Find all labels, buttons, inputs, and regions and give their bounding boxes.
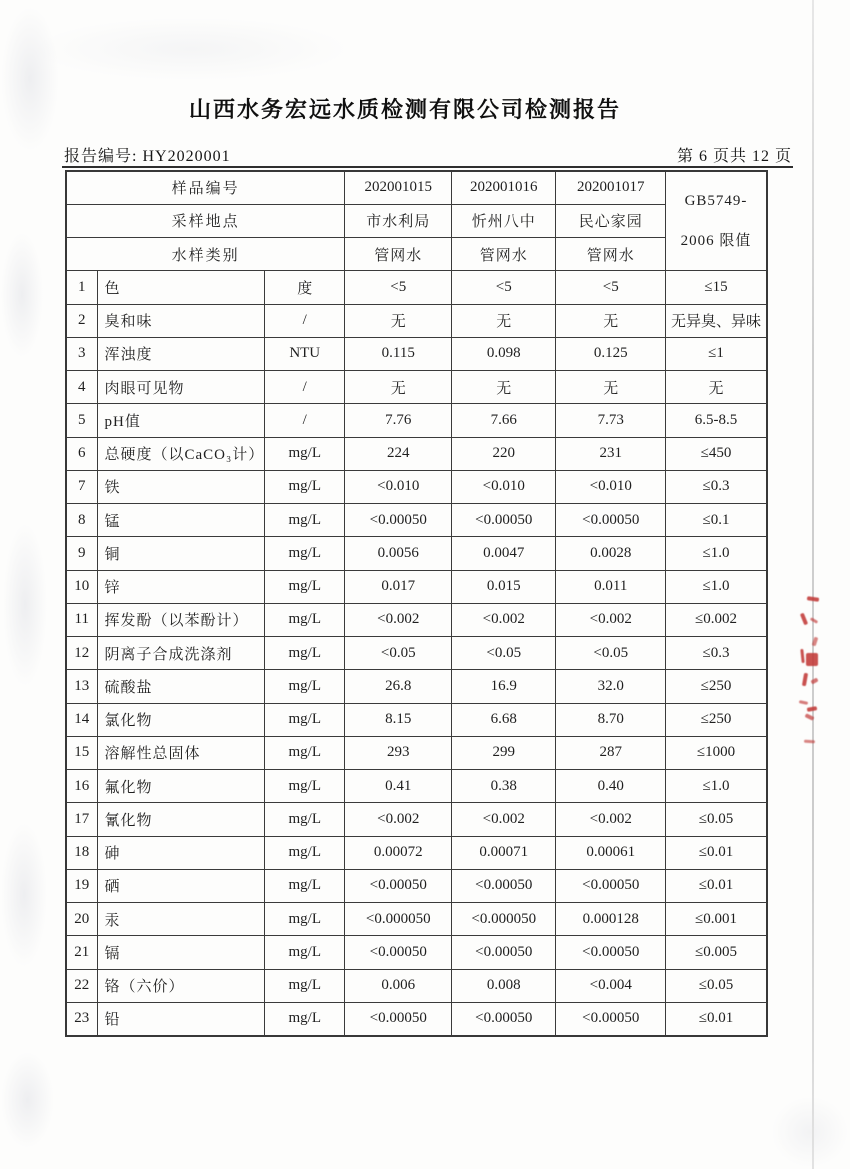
location-label: 采样地点 — [66, 204, 345, 237]
row-number: 12 — [66, 637, 97, 670]
limit-standard-line2: 2006 限值 — [680, 233, 752, 250]
sample1-value: <5 — [345, 271, 452, 304]
limit-value: ≤0.3 — [666, 470, 767, 503]
limit-value: ≤250 — [666, 703, 767, 736]
limit-value: ≤0.001 — [666, 903, 767, 936]
sample3-value: 0.0028 — [556, 537, 666, 570]
sample2-value: <0.00050 — [452, 869, 556, 902]
param-name: 铬（六价） — [97, 969, 265, 1002]
param-unit: mg/L — [265, 969, 345, 1002]
sample3-value: 0.40 — [556, 770, 666, 803]
sample1-value: 无 — [345, 371, 452, 404]
sample1-value: 8.15 — [345, 703, 452, 736]
param-unit: mg/L — [265, 936, 345, 969]
sample1-type: 管网水 — [345, 238, 452, 271]
table-row — [66, 969, 767, 1002]
param-name: 硫酸盐 — [97, 670, 265, 703]
table-row — [66, 371, 767, 404]
sample2-value: 299 — [452, 736, 556, 769]
report-number-value: HY2020001 — [142, 148, 231, 165]
report-number — [64, 143, 231, 166]
row-number: 5 — [66, 404, 97, 437]
sample2-value: 0.008 — [452, 969, 556, 1002]
table-row — [66, 637, 767, 670]
param-name: 铁 — [97, 470, 265, 503]
sample3-location: 民心家园 — [556, 204, 666, 237]
sample3-id: 202001017 — [556, 171, 666, 204]
param-name: 色 — [97, 271, 265, 304]
row-number: 7 — [66, 470, 97, 503]
limit-standard-line1: GB5749- — [684, 193, 748, 210]
sample2-value: 220 — [452, 437, 556, 470]
table-row — [66, 903, 767, 936]
limit-value: ≤15 — [666, 271, 767, 304]
sample2-value: 0.0047 — [452, 537, 556, 570]
row-number: 17 — [66, 803, 97, 836]
sample3-value: 32.0 — [556, 670, 666, 703]
sample1-value: 26.8 — [345, 670, 452, 703]
sample3-type: 管网水 — [556, 238, 666, 271]
param-unit: / — [265, 304, 345, 337]
scan-artifact — [0, 820, 48, 970]
sample1-value: <0.05 — [345, 637, 452, 670]
sample3-value: 0.000128 — [556, 903, 666, 936]
sample2-location: 忻州八中 — [452, 204, 556, 237]
table-row — [66, 1002, 767, 1035]
sample2-value: 0.38 — [452, 770, 556, 803]
header-row-water-type — [66, 238, 767, 271]
sample1-value: 0.006 — [345, 969, 452, 1002]
row-number: 23 — [66, 1002, 97, 1035]
limit-value: ≤0.002 — [666, 603, 767, 636]
limit-value: ≤1.0 — [666, 537, 767, 570]
sample3-value: <0.004 — [556, 969, 666, 1002]
sample3-value: <0.010 — [556, 470, 666, 503]
param-unit: mg/L — [265, 736, 345, 769]
scan-artifact — [0, 230, 44, 360]
table-row — [66, 869, 767, 902]
table-row — [66, 304, 767, 337]
param-name: 铜 — [97, 537, 265, 570]
param-unit: mg/L — [265, 537, 345, 570]
sample2-value: <5 — [452, 271, 556, 304]
page-title: 山西水务宏远水质检测有限公司检测报告 — [188, 97, 621, 122]
param-unit: mg/L — [265, 570, 345, 603]
param-unit: mg/L — [265, 470, 345, 503]
sample1-location: 市水利局 — [345, 204, 452, 237]
row-number: 15 — [66, 736, 97, 769]
sample1-value: <0.00050 — [345, 504, 452, 537]
sample3-value: 287 — [556, 736, 666, 769]
param-unit: mg/L — [265, 1002, 345, 1035]
param-name: pH值 — [97, 404, 265, 437]
row-number: 3 — [66, 337, 97, 370]
limit-value: 无 — [666, 371, 767, 404]
row-number: 19 — [66, 869, 97, 902]
param-unit: mg/L — [265, 903, 345, 936]
row-number: 22 — [66, 969, 97, 1002]
sample1-value: 无 — [345, 304, 452, 337]
table-row — [66, 836, 767, 869]
param-unit: 度 — [265, 271, 345, 304]
limit-value: ≤1.0 — [666, 570, 767, 603]
page-fold-line — [812, 0, 814, 1169]
sample3-value: 无 — [556, 304, 666, 337]
sample2-value: 无 — [452, 304, 556, 337]
sample1-value: <0.002 — [345, 803, 452, 836]
water-type-label: 水样类别 — [66, 238, 345, 271]
sample2-value: <0.05 — [452, 637, 556, 670]
sample3-value: <0.00050 — [556, 869, 666, 902]
limit-value: 6.5-8.5 — [666, 404, 767, 437]
sample2-type: 管网水 — [452, 238, 556, 271]
param-unit: mg/L — [265, 703, 345, 736]
sample1-value: <0.00050 — [345, 869, 452, 902]
limit-value: ≤450 — [666, 437, 767, 470]
sample1-value: 0.41 — [345, 770, 452, 803]
param-name: 硒 — [97, 869, 265, 902]
sample1-value: <0.000050 — [345, 903, 452, 936]
sample3-value: 8.70 — [556, 703, 666, 736]
table-row — [66, 936, 767, 969]
param-name: 总硬度（以CaCO₃计） — [97, 437, 265, 470]
table-row — [66, 670, 767, 703]
sample2-value: 6.68 — [452, 703, 556, 736]
param-name: 氯化物 — [97, 703, 265, 736]
sample1-value: <0.002 — [345, 603, 452, 636]
sample3-value: <0.00050 — [556, 936, 666, 969]
sample2-value: <0.00050 — [452, 1002, 556, 1035]
limit-value: ≤1 — [666, 337, 767, 370]
row-number: 1 — [66, 271, 97, 304]
limit-value: ≤0.01 — [666, 1002, 767, 1035]
row-number: 6 — [66, 437, 97, 470]
scan-artifact — [0, 1050, 55, 1150]
limit-value: ≤250 — [666, 670, 767, 703]
sample2-value: <0.010 — [452, 470, 556, 503]
table-row — [66, 736, 767, 769]
page-indicator: 第 6 页共 12 页 — [676, 148, 792, 165]
sample2-value: 7.66 — [452, 404, 556, 437]
sample2-value: <0.002 — [452, 803, 556, 836]
scan-artifact — [2, 520, 48, 690]
limit-value: ≤0.1 — [666, 504, 767, 537]
param-name: 锌 — [97, 570, 265, 603]
row-number: 18 — [66, 836, 97, 869]
param-name: 溶解性总固体 — [97, 736, 265, 769]
param-unit: mg/L — [265, 603, 345, 636]
table-row — [66, 337, 767, 370]
sample1-value: 0.0056 — [345, 537, 452, 570]
sample3-value: <0.002 — [556, 603, 666, 636]
sample3-value: 0.00061 — [556, 836, 666, 869]
table-row — [66, 537, 767, 570]
results-table — [65, 170, 768, 1037]
row-number: 14 — [66, 703, 97, 736]
sample2-value: <0.00050 — [452, 504, 556, 537]
table-row — [66, 803, 767, 836]
limit-value: ≤0.3 — [666, 637, 767, 670]
sample3-value: 7.73 — [556, 404, 666, 437]
table-row — [66, 603, 767, 636]
sample3-value: 无 — [556, 371, 666, 404]
scan-artifact — [0, 4, 60, 154]
param-unit: mg/L — [265, 803, 345, 836]
limit-value: ≤1000 — [666, 736, 767, 769]
table-row — [66, 504, 767, 537]
param-name: 汞 — [97, 903, 265, 936]
sample2-value: 0.00071 — [452, 836, 556, 869]
row-number: 21 — [66, 936, 97, 969]
sample-id-label: 样品编号 — [66, 171, 345, 204]
sample3-value: <0.00050 — [556, 504, 666, 537]
sample1-value: 0.017 — [345, 570, 452, 603]
limit-value: 无异臭、异味 — [666, 304, 767, 337]
limit-value: ≤0.01 — [666, 836, 767, 869]
report-number-label: 报告编号: — [64, 148, 138, 165]
header-row-sample-id — [66, 171, 767, 204]
limit-column-header — [666, 171, 767, 271]
sample3-value: <0.002 — [556, 803, 666, 836]
limit-value: ≤0.005 — [666, 936, 767, 969]
param-unit: / — [265, 371, 345, 404]
row-number: 20 — [66, 903, 97, 936]
param-name: 肉眼可见物 — [97, 371, 265, 404]
row-number: 16 — [66, 770, 97, 803]
header-row-location — [66, 204, 767, 237]
param-unit: NTU — [265, 337, 345, 370]
red-stamp-fragment — [795, 597, 823, 747]
row-number: 9 — [66, 537, 97, 570]
table-row — [66, 437, 767, 470]
row-number: 11 — [66, 603, 97, 636]
param-name: 阴离子合成洗涤剂 — [97, 637, 265, 670]
sample1-value: <0.00050 — [345, 936, 452, 969]
param-unit: / — [265, 404, 345, 437]
sample1-id: 202001015 — [345, 171, 452, 204]
sample3-value: 0.125 — [556, 337, 666, 370]
sample2-value: 0.098 — [452, 337, 556, 370]
sample1-value: 293 — [345, 736, 452, 769]
table-row — [66, 404, 767, 437]
scan-artifact — [770, 1095, 850, 1169]
sample2-value: <0.00050 — [452, 936, 556, 969]
param-unit: mg/L — [265, 770, 345, 803]
table-row — [66, 770, 767, 803]
sample3-value: <0.00050 — [556, 1002, 666, 1035]
sample3-value: <5 — [556, 271, 666, 304]
row-number: 2 — [66, 304, 97, 337]
param-unit: mg/L — [265, 836, 345, 869]
limit-value: ≤0.05 — [666, 803, 767, 836]
param-name: 臭和味 — [97, 304, 265, 337]
param-name: 浑浊度 — [97, 337, 265, 370]
sample1-value: 0.115 — [345, 337, 452, 370]
row-number: 8 — [66, 504, 97, 537]
sample1-value: <0.010 — [345, 470, 452, 503]
sample2-value: <0.000050 — [452, 903, 556, 936]
limit-value: ≤1.0 — [666, 770, 767, 803]
sample2-value: 0.015 — [452, 570, 556, 603]
limit-value: ≤0.01 — [666, 869, 767, 902]
sample1-value: 7.76 — [345, 404, 452, 437]
sample2-value: <0.002 — [452, 603, 556, 636]
param-unit: mg/L — [265, 869, 345, 902]
param-name: 氰化物 — [97, 803, 265, 836]
header-rule — [62, 166, 793, 168]
param-unit: mg/L — [265, 637, 345, 670]
param-name: 镉 — [97, 936, 265, 969]
sample3-value: 231 — [556, 437, 666, 470]
param-name: 挥发酚（以苯酚计） — [97, 603, 265, 636]
table-row — [66, 570, 767, 603]
param-name: 铅 — [97, 1002, 265, 1035]
table-row — [66, 703, 767, 736]
sample1-value: <0.00050 — [345, 1002, 452, 1035]
sample2-value: 16.9 — [452, 670, 556, 703]
report-meta-row — [64, 143, 792, 166]
sample2-id: 202001016 — [452, 171, 556, 204]
row-number: 10 — [66, 570, 97, 603]
table-row — [66, 470, 767, 503]
limit-value: ≤0.05 — [666, 969, 767, 1002]
sample2-value: 无 — [452, 371, 556, 404]
param-unit: mg/L — [265, 504, 345, 537]
param-name: 锰 — [97, 504, 265, 537]
sample3-value: <0.05 — [556, 637, 666, 670]
param-unit: mg/L — [265, 437, 345, 470]
param-name: 砷 — [97, 836, 265, 869]
sample1-value: 0.00072 — [345, 836, 452, 869]
param-name: 氟化物 — [97, 770, 265, 803]
sample3-value: 0.011 — [556, 570, 666, 603]
scan-artifact — [26, 16, 356, 82]
table-row — [66, 271, 767, 304]
param-unit: mg/L — [265, 670, 345, 703]
row-number: 4 — [66, 371, 97, 404]
row-number: 13 — [66, 670, 97, 703]
sample1-value: 224 — [345, 437, 452, 470]
